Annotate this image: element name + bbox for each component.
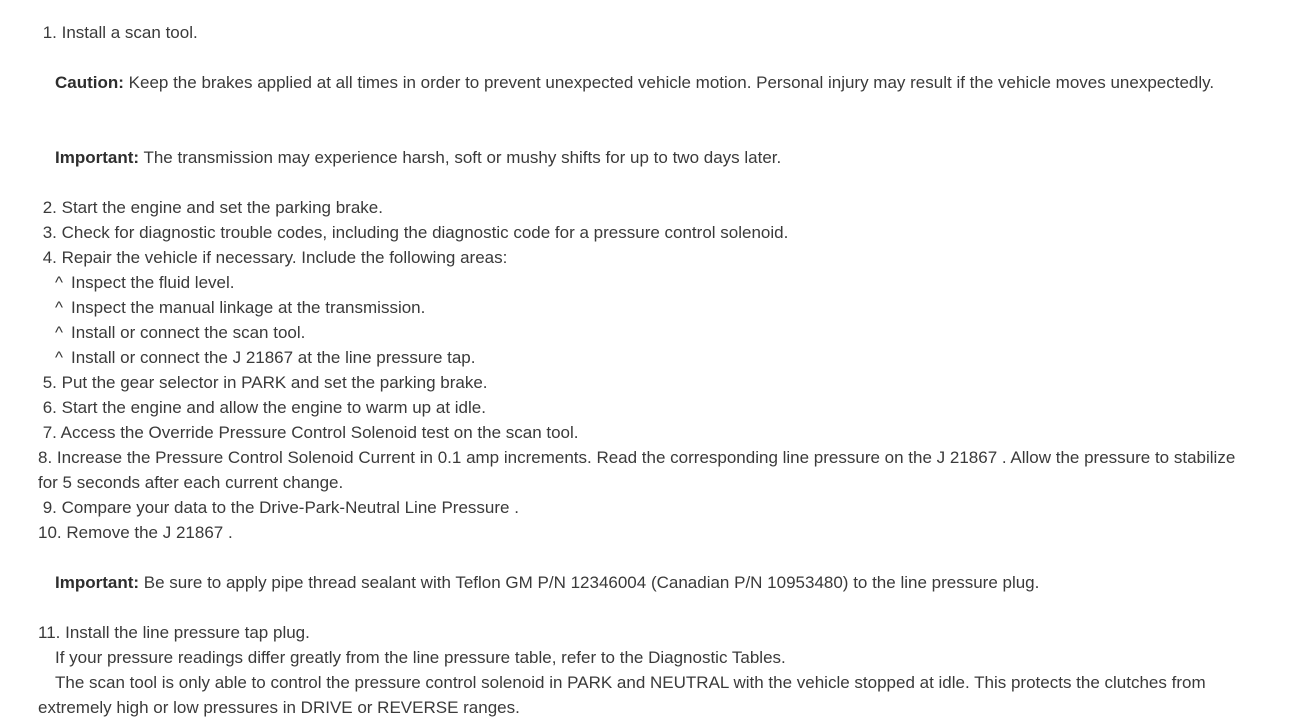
caret-bullet: ^ (55, 323, 63, 342)
important-text: Be sure to apply pipe thread sealant with Teflon GM P/N 12346004 (Canadian P/N 10953480) to the line pressure plug. (139, 573, 1040, 592)
step-11: 11. Install the line pressure tap plug. (38, 623, 310, 642)
note-text: If your pressure readings differ greatly from the line pressure table, refer to the Diagnostic Tables. (55, 648, 786, 667)
procedure-document (38, 20, 1238, 720)
note-scan-tool (38, 670, 1238, 720)
step-6: 6. Start the engine and allow the engine to warm up at idle. (38, 398, 486, 417)
subitem-text: Inspect the manual linkage at the transmission. (71, 298, 426, 317)
step-4-subitem (38, 295, 1238, 320)
spacer (38, 45, 1238, 70)
subitem-text: Inspect the fluid level. (71, 273, 235, 292)
important-note-1 (38, 145, 1238, 170)
step-4-subitem (38, 270, 1238, 295)
step-4: 4. Repair the vehicle if necessary. Include the following areas: (38, 248, 508, 267)
step-9: 9. Compare your data to the Drive-Park-Neutral Line Pressure . (38, 498, 519, 517)
important-label: Important: (55, 148, 140, 167)
spacer (38, 595, 1238, 620)
caret-bullet: ^ (55, 273, 63, 292)
step-1: 1. Install a scan tool. (38, 23, 198, 42)
spacer (38, 120, 1238, 145)
subitem-text: Install or connect the scan tool. (71, 323, 306, 342)
step-4-subitem (38, 345, 1238, 370)
note-pressure-readings (38, 645, 1238, 670)
step-8: 8. Increase the Pressure Control Solenoid Current in 0.1 amp increments. Read the corresponding line pressure on the J 21867 . Allow the pressure to stabilize for 5 seconds after each current change. (38, 448, 1236, 492)
important-label: Important: (55, 573, 140, 592)
caution-label: Caution: (55, 73, 124, 92)
step-4-subitem (38, 320, 1238, 345)
caret-bullet: ^ (55, 348, 63, 367)
step-2: 2. Start the engine and set the parking brake. (38, 198, 383, 217)
subitem-text: Install or connect the J 21867 at the line pressure tap. (71, 348, 476, 367)
caution-note (38, 70, 1238, 120)
spacer (38, 545, 1238, 570)
caret-bullet: ^ (55, 298, 63, 317)
caution-text: Keep the brakes applied at all times in order to prevent unexpected vehicle motion. Personal injury may result if the vehicle moves unexpectedly. (123, 73, 1215, 92)
spacer (38, 170, 1238, 195)
step-7: 7. Access the Override Pressure Control Solenoid test on the scan tool. (38, 423, 579, 442)
step-5: 5. Put the gear selector in PARK and set the parking brake. (38, 373, 488, 392)
note-text: The scan tool is only able to control the pressure control solenoid in PARK and NEUTRAL with the vehicle stopped at idle. This protects the clutches from extremely high or low pressures in DRIVE or REVERSE ranges. (38, 673, 1206, 717)
important-text: The transmission may experience harsh, soft or mushy shifts for up to two days later. (139, 148, 782, 167)
step-3: 3. Check for diagnostic trouble codes, including the diagnostic code for a pressure control solenoid. (38, 223, 789, 242)
step-10: 10. Remove the J 21867 . (38, 523, 233, 542)
important-note-2 (38, 570, 1238, 595)
